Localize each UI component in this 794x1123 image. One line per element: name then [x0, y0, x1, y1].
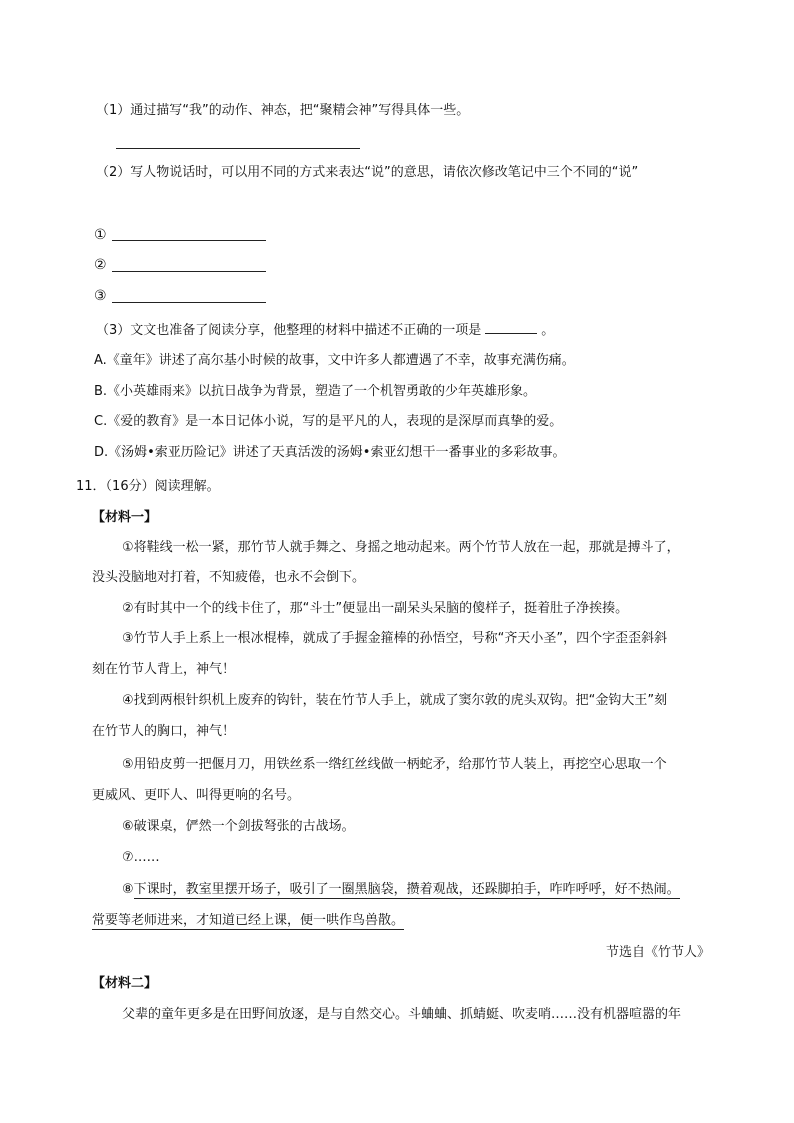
answer-line-blank-3[interactable] — [112, 302, 266, 303]
answer-line-blank-2[interactable] — [112, 271, 266, 272]
answer-blank-3 — [94, 287, 107, 306]
material-1-para-3-line-2: 刻在竹节人背上，神气！ — [92, 662, 236, 677]
material-1-para-5-line-2: 更威风、更吓人、叫得更响的名号。 — [92, 788, 301, 803]
material-1-para-4-line-1: ④找到两根针织机上废弃的钩针，装在竹节人手上，就成了窦尔敦的虎头双钩。把“金钩大王”刻 — [122, 693, 668, 708]
answer-line-blank-1[interactable] — [112, 240, 266, 241]
material-2-para-1-line-1: 父辈的童年更多是在田野间放逐，是与自然交心。斗蛐蛐、抓蜻蜓、吹麦哨……没有机器喧嚣的年 — [122, 1007, 682, 1022]
material-1-para-2: ②有时其中一个的线卡住了，那“斗士”便显出一副呆头呆脑的傻样子，挺着肚子净挨揍。 — [122, 601, 629, 616]
material-1-para-7: ⑦…… — [122, 850, 160, 865]
material-1-para-4-line-2: 在竹节人的胸口，神气！ — [92, 724, 236, 739]
blank-2-label: ② — [94, 257, 107, 273]
material-1-heading: 【材料一】 — [92, 510, 158, 525]
question-part-3-end: 。 — [541, 323, 555, 338]
question-part-3 — [96, 321, 554, 340]
blank-1-label: ① — [94, 227, 107, 243]
material-1-para-3-line-1: ③竹节人手上系上一根冰棍棒，就成了手握金箍棒的孙悟空，号称“齐天小圣”，四个字歪歪斜斜 — [122, 631, 668, 646]
answer-line-part-1[interactable] — [116, 148, 360, 149]
option-d: D.《汤姆•索亚历险记》讲述了天真活泼的汤姆•索亚幻想干一番事业的多彩故事。 — [94, 445, 566, 460]
option-b: B.《小英雄雨来》以抗日战争为背景，塑造了一个机智勇敢的少年英雄形象。 — [94, 384, 537, 399]
blank-3-label: ③ — [94, 288, 107, 304]
material-1-para-8-line-2 — [92, 912, 404, 930]
underlined-sentence-part-1: 下课时，教室里摆开场子，吸引了一圈黑脑袋，攒着观战，还跺脚拍手，咋咋呼呼，好不热闹。 — [133, 882, 680, 897]
underlined-sentence-part-2: 常要等老师进来，才知道已经上课，便一哄作鸟兽散。 — [92, 913, 405, 928]
material-2-heading: 【材料二】 — [92, 976, 158, 991]
material-1-para-5-line-1: ⑤用铅皮剪一把偃月刀，用铁丝系一绺红丝线做一柄蛇矛，给那竹节人装上，再挖空心思取一个 — [122, 757, 667, 772]
question-part-1: （1）通过描写“我”的动作、神态，把“聚精会神”写得具体一些。 — [96, 103, 470, 118]
material-1-para-1-line-2: 没头没脑地对打着，不知疲倦，也永不会倒下。 — [92, 570, 366, 585]
question-part-2: （2）写人物说话时，可以用不同的方式来表达“说”的意思，请依次修改笔记中三个不同的“说” — [96, 165, 639, 180]
option-c: C.《爱的教育》是一本日记体小说，写的是平凡的人，表现的是深厚而真挚的爱。 — [94, 414, 563, 429]
material-1-para-6: ⑥破课桌，俨然一个剑拔弩张的古战场。 — [122, 819, 355, 834]
material-1-para-8-line-1 — [122, 881, 680, 899]
material-1-source: 节选自《竹节人》 — [606, 945, 711, 960]
answer-blank-1 — [94, 226, 107, 245]
question-11-title: 11．（16分）阅读理解。 — [76, 479, 220, 494]
material-1-para-8-number: ⑧ — [122, 882, 134, 897]
option-a: A.《童年》讲述了高尔基小时候的故事，文中许多人都遭遇了不幸，故事充满伤痛。 — [94, 353, 575, 368]
material-1-para-1-line-1: ①将鞋线一松一紧，那竹节人就手舞之、身摇之地动起来。两个竹节人放在一起，那就是搏斗了， — [122, 540, 680, 555]
question-part-3-text: （3）文文也准备了阅读分享，他整理的材料中描述不正确的一项是 — [96, 323, 482, 338]
answer-blank-2 — [94, 256, 107, 275]
answer-blank-inline[interactable] — [485, 321, 537, 334]
